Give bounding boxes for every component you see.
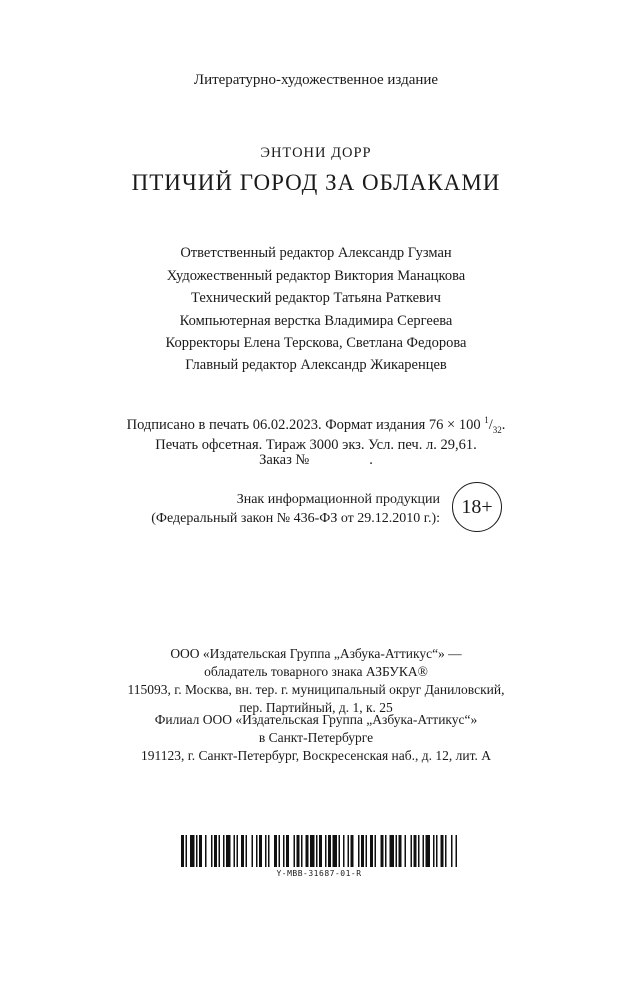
- barcode-bar: [361, 835, 364, 867]
- barcode-bar: [375, 835, 377, 867]
- barcode-bar: [186, 835, 188, 867]
- barcode-bar: [286, 835, 289, 867]
- barcode-bar: [252, 835, 254, 867]
- barcode-bar: [381, 835, 384, 867]
- barcode-bar: [241, 835, 244, 867]
- order-number: Заказ № .: [259, 452, 373, 468]
- book-title: ПТИЧИЙ ГОРОД ЗА ОБЛАКАМИ: [131, 170, 501, 195]
- barcode-bar: [370, 835, 373, 867]
- barcode-bar: [396, 835, 398, 867]
- barcode-bar: [310, 835, 315, 867]
- credit-line: Технический редактор Татьяна Раткевич: [191, 290, 441, 306]
- barcode-bar: [445, 835, 447, 867]
- barcode-bar: [226, 835, 231, 867]
- barcode-bar: [343, 835, 345, 867]
- barcode-bar: [306, 835, 309, 867]
- barcode-bar: [237, 835, 239, 867]
- credit-line: Корректоры Елена Терскова, Светлана Федорова: [165, 335, 467, 351]
- print-format-text: Подписано в печать 06.02.2023. Формат издания 76 × 100: [126, 416, 485, 433]
- barcode-bar: [205, 835, 207, 867]
- barcode-bar: [301, 835, 303, 867]
- barcode-bar: [433, 835, 435, 867]
- author-name: ЭНТОНИ ДОРР: [260, 145, 372, 161]
- barcode-bar: [328, 835, 331, 867]
- barcode-bar: [390, 835, 395, 867]
- barcode-bar: [181, 835, 184, 867]
- barcode-bar: [199, 835, 202, 867]
- barcode-bar: [436, 835, 438, 867]
- barcode-bar: [339, 835, 341, 867]
- print-info-line-1: Подписано в печать 06.02.2023. Формат издания 76 × 100 $^1/_{32}$.: [126, 415, 506, 435]
- barcode-code: Y-MBB-31687-01-R: [276, 869, 362, 878]
- barcode-bar: [265, 835, 267, 867]
- format-fraction: $^1/_{32}$: [484, 415, 502, 435]
- barcode-bar: [426, 835, 431, 867]
- barcode-bar: [399, 835, 402, 867]
- barcode-bar: [274, 835, 277, 867]
- barcode-bar: [348, 835, 350, 867]
- print-info-line-2: Печать офсетная. Тираж 3000 экз. Усл. печ. л. 29,61.: [155, 437, 477, 453]
- barcode-bar: [234, 835, 236, 867]
- barcode-bar: [441, 835, 444, 867]
- credit-line: Компьютерная верстка Владимира Сергеева: [179, 312, 453, 329]
- credit-line: Ответственный редактор Александр Гузман: [180, 245, 452, 261]
- barcode-bar: [259, 835, 262, 867]
- barcode-bar: [423, 835, 425, 867]
- barcode-bar: [411, 835, 413, 867]
- barcode-bar: [405, 835, 407, 867]
- barcode-bar: [297, 835, 300, 867]
- publisher-info: ООО «Издательская Группа „Азбука-Аттикус“» — обладатель товарного знака АЗБУКА® 115093, г. Москва, вн. тер. г. муниципальный округ Даниловский, пер. Партийный, д. 1, к. 25: [127, 646, 505, 715]
- barcode-bar: [294, 835, 296, 867]
- credit-line: Художественный редактор Виктория Манацкова: [166, 267, 466, 284]
- barcode-bar: [319, 835, 322, 867]
- barcode-bar: [358, 835, 360, 867]
- barcode-bar: [385, 835, 387, 867]
- barcode-bar: [196, 835, 198, 867]
- age-rating-badge: 18+: [452, 482, 502, 532]
- barcode-bar: [223, 835, 225, 867]
- barcode-bar: [456, 835, 458, 867]
- barcode-bar: [414, 835, 417, 867]
- barcode-bar: [268, 835, 270, 867]
- barcode-bar: [279, 835, 281, 867]
- barcode-bar: [190, 835, 195, 867]
- barcode-bar: [211, 835, 213, 867]
- barcode-bar: [283, 835, 285, 867]
- barcode-bar: [256, 835, 258, 867]
- edition-type: Литературно-художественное издание: [193, 72, 439, 88]
- barcode-bar: [219, 835, 221, 867]
- barcode-bar: [214, 835, 217, 867]
- info-sign-text: Знак информационной продукции (Федеральный закон № 436-ФЗ от 29.12.2010 г.):: [151, 492, 440, 526]
- barcode: [181, 835, 457, 867]
- barcode-bar: [325, 835, 327, 867]
- barcode-bar: [451, 835, 453, 867]
- barcode-bar: [246, 835, 248, 867]
- barcode-bar: [366, 835, 368, 867]
- credits-list: [0, 242, 632, 355]
- barcode-bar: [316, 835, 318, 867]
- branch-info: Филиал ООО «Издательская Группа „Азбука-Аттикус“» в Санкт-Петербурге 191123, г. Санкт-Петербург, Воскресенская наб., д. 12, лит. А: [141, 712, 491, 763]
- chief-editor: Главный редактор Александр Жикаренцев: [185, 357, 447, 373]
- barcode-bar: [351, 835, 354, 867]
- barcode-bar: [418, 835, 420, 867]
- barcode-bar: [333, 835, 338, 867]
